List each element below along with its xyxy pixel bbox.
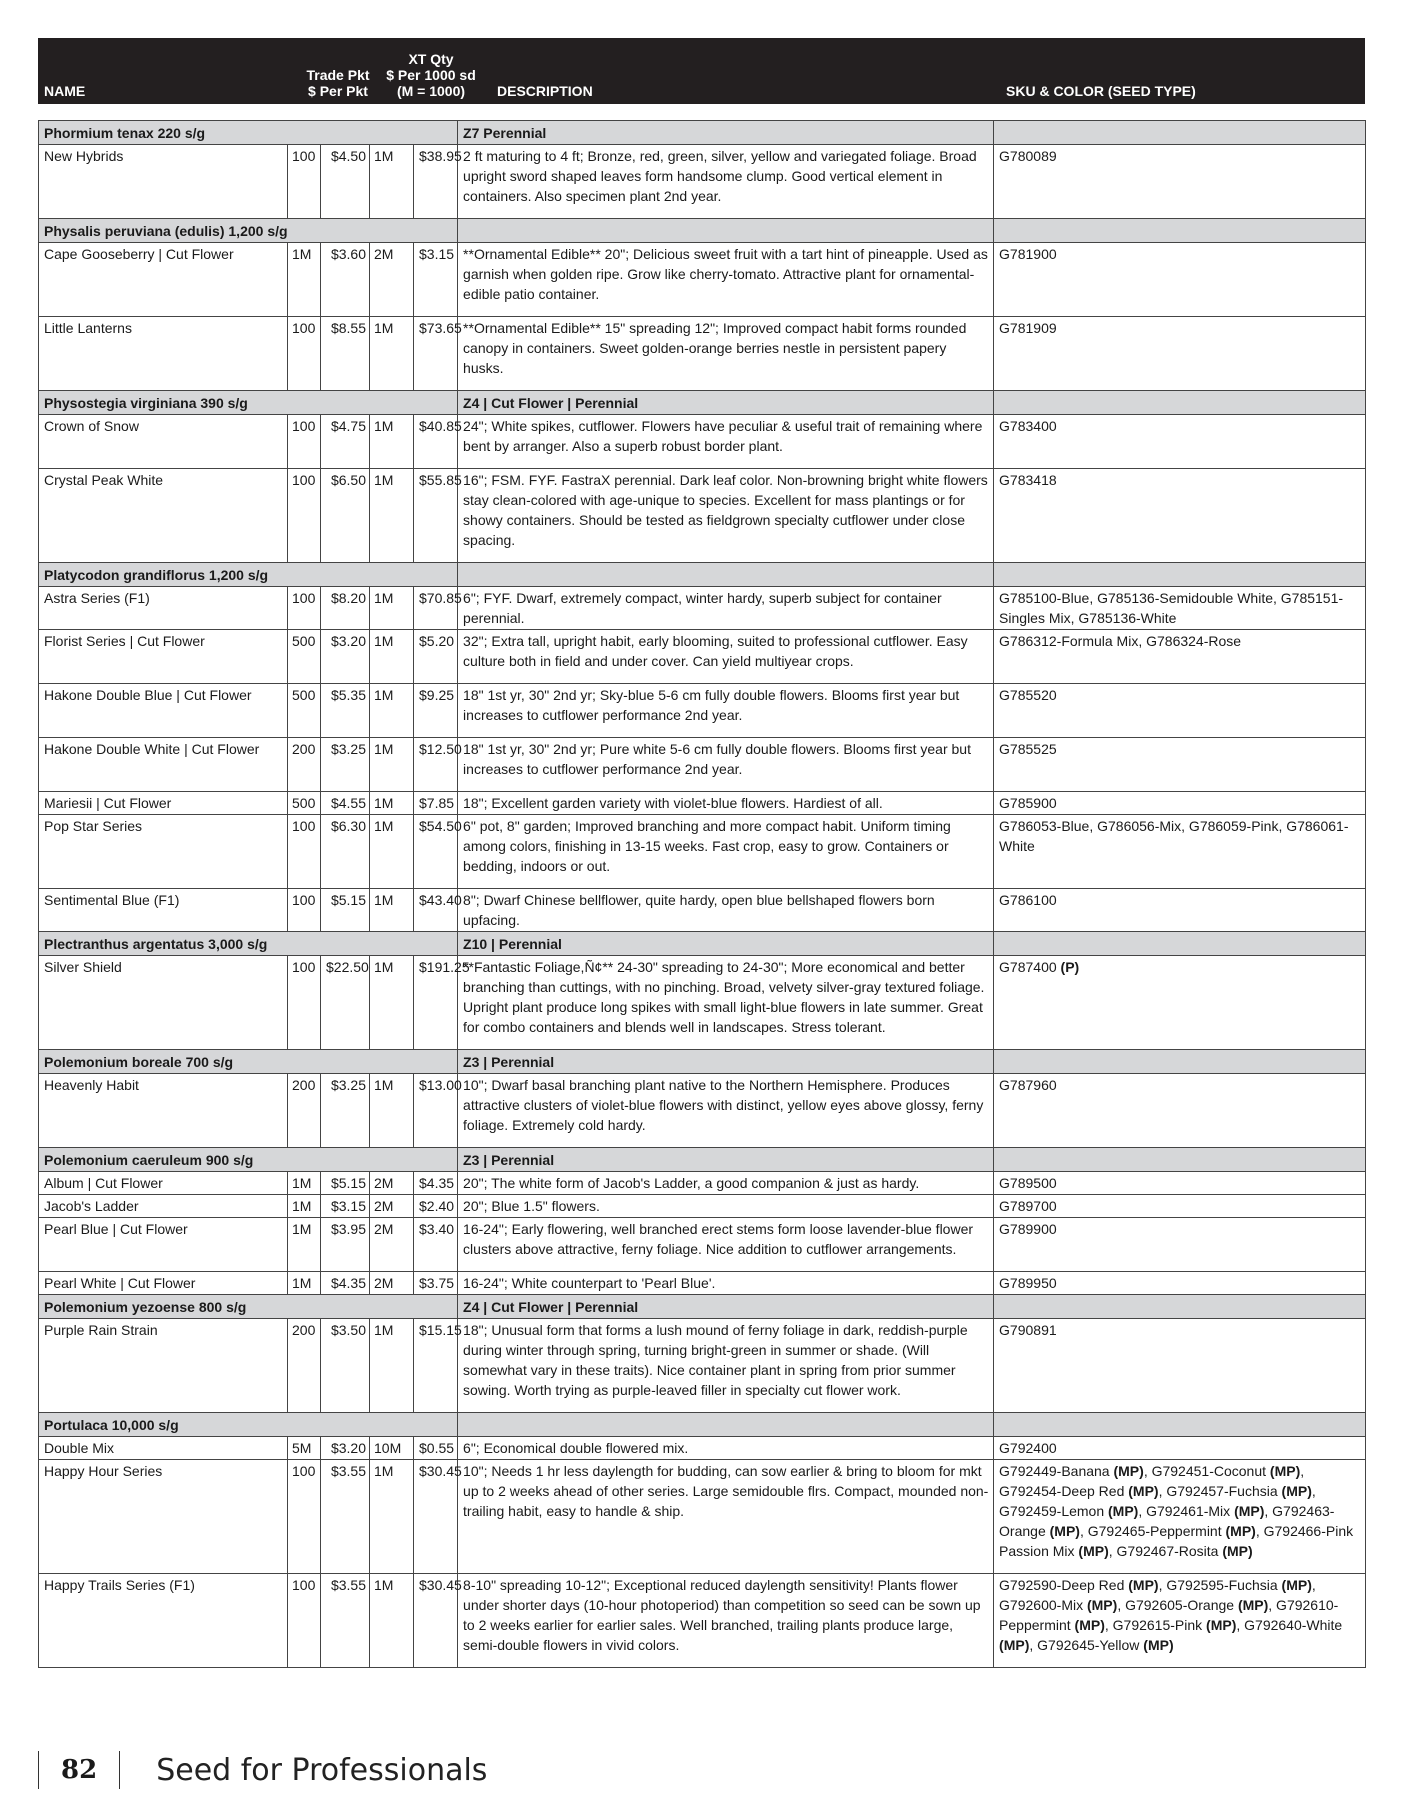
xt-qty: 1M bbox=[370, 1074, 414, 1148]
table-row bbox=[39, 415, 1366, 469]
variety-name: Silver Shield bbox=[39, 956, 288, 1050]
species-sku-empty bbox=[994, 391, 1366, 415]
sku-color: G786312-Formula Mix, G786324-Rose bbox=[994, 630, 1366, 684]
trade-pkt-qty: 100 bbox=[288, 145, 321, 219]
trade-pkt-qty: 500 bbox=[288, 684, 321, 738]
species-info: Z10 | Perennial bbox=[458, 932, 994, 956]
table-row bbox=[39, 1574, 1366, 1668]
description: 16-24"; Early flowering, well branched erect stems form loose lavender-blue flower clusters above attractive, ferny foliage. Nice addition to cutflower arrangements. bbox=[458, 1218, 994, 1272]
description: 10"; Dwarf basal branching plant native to the Northern Hemisphere. Produces attractive clusters of violet-blue flowers with distinct, yellow eyes above glossy, ferny foliage. Extremely cold hardy. bbox=[458, 1074, 994, 1148]
species-group-row bbox=[39, 1413, 1366, 1437]
col-header-trade-pkt bbox=[298, 67, 378, 99]
xt-qty: 1M bbox=[370, 415, 414, 469]
xt-qty: 1M bbox=[370, 815, 414, 889]
species-sku-empty bbox=[994, 219, 1366, 243]
xt-price: $13.00 bbox=[414, 1074, 458, 1148]
per-1000-label: $ Per 1000 sd bbox=[386, 67, 476, 83]
description: 20"; Blue 1.5" flowers. bbox=[458, 1195, 994, 1218]
xt-qty: 1M bbox=[370, 469, 414, 563]
table-row bbox=[39, 1218, 1366, 1272]
sku-color: G792590-Deep Red (MP), G792595-Fuchsia (MP), G792600-Mix (MP), G792605-Orange (MP), G792610-Peppermint (MP), G792615-Pink (MP), G792640-White (MP), G792645-Yellow (MP) bbox=[994, 1574, 1366, 1668]
species-info bbox=[458, 219, 994, 243]
xt-qty: 2M bbox=[370, 1218, 414, 1272]
sku-color: G781909 bbox=[994, 317, 1366, 391]
sku-color: G792449-Banana (MP), G792451-Coconut (MP), G792454-Deep Red (MP), G792457-Fuchsia (MP), G792459-Lemon (MP), G792461-Mix (MP), G792463-Orange (MP), G792465-Peppermint (MP), G792466-Pink Passion Mix (MP), G792467-Rosita (MP) bbox=[994, 1460, 1366, 1574]
trade-pkt-price: $3.55 bbox=[321, 1574, 370, 1668]
xt-price: $3.75 bbox=[414, 1272, 458, 1295]
xt-price: $55.85 bbox=[414, 469, 458, 563]
table-row bbox=[39, 145, 1366, 219]
xt-qty: 2M bbox=[370, 1272, 414, 1295]
species-sku-empty bbox=[994, 932, 1366, 956]
sku-color: G789950 bbox=[994, 1272, 1366, 1295]
trade-pkt-price: $3.20 bbox=[321, 630, 370, 684]
variety-name: Hakone Double White | Cut Flower bbox=[39, 738, 288, 792]
xt-price: $54.50 bbox=[414, 815, 458, 889]
xt-qty: 1M bbox=[370, 145, 414, 219]
variety-name: Pearl White | Cut Flower bbox=[39, 1272, 288, 1295]
species-sku-empty bbox=[994, 1050, 1366, 1074]
sku-color: G792400 bbox=[994, 1437, 1366, 1460]
trade-pkt-qty: 500 bbox=[288, 630, 321, 684]
sku-color: G786100 bbox=[994, 889, 1366, 932]
species-group-row bbox=[39, 391, 1366, 415]
sku-color: G783400 bbox=[994, 415, 1366, 469]
description: 18"; Unusual form that forms a lush mound of ferny foliage in dark, reddish-purple during winter through spring, turning bright-green in summer or shade. (Will somewhat vary in these traits). Nice container plant in spring from prior summer sowing. Worth trying as purple-leaved filler in specialty cut flower work. bbox=[458, 1319, 994, 1413]
xt-qty: 1M bbox=[370, 738, 414, 792]
trade-pkt-qty: 100 bbox=[288, 889, 321, 932]
variety-name: Purple Rain Strain bbox=[39, 1319, 288, 1413]
trade-pkt-label: Trade Pkt bbox=[306, 67, 370, 83]
sku-color: G789500 bbox=[994, 1172, 1366, 1195]
trade-pkt-price: $3.60 bbox=[321, 243, 370, 317]
trade-pkt-price: $22.50 bbox=[321, 956, 370, 1050]
species-group-row bbox=[39, 1050, 1366, 1074]
species-name: Plectranthus argentatus 3,000 s/g bbox=[39, 932, 458, 956]
description: 10"; Needs 1 hr less daylength for budding, can sow earlier & bring to bloom for mkt up to 2 weeks ahead of other series. Large semidouble flrs. Compact, mounded non-trailing habit, easy to handle & ship. bbox=[458, 1460, 994, 1574]
species-name: Polemonium yezoense 800 s/g bbox=[39, 1295, 458, 1319]
xt-qty: 1M bbox=[370, 889, 414, 932]
variety-name: Mariesii | Cut Flower bbox=[39, 792, 288, 815]
table-row bbox=[39, 1272, 1366, 1295]
description: **Ornamental Edible** 20"; Delicious sweet fruit with a tart hint of pineapple. Used as garnish when golden ripe. Grow like cherry-tomato. Attractive plant for ornamental-edible patio container. bbox=[458, 243, 994, 317]
species-group-row bbox=[39, 1295, 1366, 1319]
col-header-description: DESCRIPTION bbox=[497, 83, 593, 99]
description: 2 ft maturing to 4 ft; Bronze, red, green, silver, yellow and variegated foliage. Broad upright sword shaped leaves form handsome clump. Good vertical element in containers. Also specimen plant 2nd year. bbox=[458, 145, 994, 219]
table-row bbox=[39, 587, 1366, 630]
col-header-name: NAME bbox=[44, 83, 86, 99]
description: 6" pot, 8" garden; Improved branching and more compact habit. Uniform timing among colors, finishing in 13-15 weeks. Fast crop, easy to grow. Containers or bedding, indoors or out. bbox=[458, 815, 994, 889]
species-sku-empty bbox=[994, 1148, 1366, 1172]
trade-pkt-qty: 100 bbox=[288, 415, 321, 469]
trade-pkt-qty: 1M bbox=[288, 1218, 321, 1272]
trade-pkt-price: $5.15 bbox=[321, 1172, 370, 1195]
xt-qty: 1M bbox=[370, 630, 414, 684]
table-row bbox=[39, 1172, 1366, 1195]
description: 16"; FSM. FYF. FastraX perennial. Dark leaf color. Non-browning bright white flowers stay clean-colored with age-unique to species. Excellent for mass plantings or for showy containers. Should be tested as fieldgrown specialty cutflower under close spacing. bbox=[458, 469, 994, 563]
m-equals-label: (M = 1000) bbox=[396, 83, 466, 99]
table-row bbox=[39, 1074, 1366, 1148]
trade-pkt-qty: 1M bbox=[288, 1272, 321, 1295]
description: 32"; Extra tall, upright habit, early blooming, suited to professional cutflower. Easy culture both in field and under cover. Can yield multiyear crops. bbox=[458, 630, 994, 684]
xt-price: $40.85 bbox=[414, 415, 458, 469]
description: 8"; Dwarf Chinese bellflower, quite hardy, open blue bellshaped flowers born upfacing. bbox=[458, 889, 994, 932]
sku-color: G787960 bbox=[994, 1074, 1366, 1148]
trade-pkt-qty: 100 bbox=[288, 317, 321, 391]
species-info: Z4 | Cut Flower | Perennial bbox=[458, 1295, 994, 1319]
xt-price: $2.40 bbox=[414, 1195, 458, 1218]
xt-qty: 2M bbox=[370, 243, 414, 317]
species-name: Polemonium boreale 700 s/g bbox=[39, 1050, 458, 1074]
table-row bbox=[39, 1437, 1366, 1460]
variety-name: Pearl Blue | Cut Flower bbox=[39, 1218, 288, 1272]
variety-name: Crystal Peak White bbox=[39, 469, 288, 563]
species-sku-empty bbox=[994, 563, 1366, 587]
trade-pkt-qty: 500 bbox=[288, 792, 321, 815]
description: 6"; FYF. Dwarf, extremely compact, winter hardy, superb subject for container perennial. bbox=[458, 587, 994, 630]
sku-color: G789900 bbox=[994, 1218, 1366, 1272]
variety-name: Cape Gooseberry | Cut Flower bbox=[39, 243, 288, 317]
description: 16-24"; White counterpart to 'Pearl Blue'. bbox=[458, 1272, 994, 1295]
xt-price: $73.65 bbox=[414, 317, 458, 391]
sku-color: G781900 bbox=[994, 243, 1366, 317]
trade-pkt-qty: 100 bbox=[288, 1460, 321, 1574]
table-row bbox=[39, 738, 1366, 792]
trade-pkt-qty: 200 bbox=[288, 738, 321, 792]
trade-pkt-price: $6.50 bbox=[321, 469, 370, 563]
trade-pkt-qty: 100 bbox=[288, 815, 321, 889]
sku-color: G785525 bbox=[994, 738, 1366, 792]
description: 24"; White spikes, cutflower. Flowers have peculiar & useful trait of remaining where bent by arranger. Also a superb robust border plant. bbox=[458, 415, 994, 469]
trade-pkt-price: $3.20 bbox=[321, 1437, 370, 1460]
xt-qty: 2M bbox=[370, 1195, 414, 1218]
variety-name: Astra Series (F1) bbox=[39, 587, 288, 630]
variety-name: Pop Star Series bbox=[39, 815, 288, 889]
table-row bbox=[39, 1195, 1366, 1218]
variety-name: Crown of Snow bbox=[39, 415, 288, 469]
species-name: Phormium tenax 220 s/g bbox=[39, 121, 458, 145]
species-info: Z7 Perennial bbox=[458, 121, 994, 145]
table-header-bar bbox=[38, 38, 1365, 104]
xt-price: $43.40 bbox=[414, 889, 458, 932]
per-pkt-label: $ Per Pkt bbox=[308, 83, 368, 99]
xt-price: $9.25 bbox=[414, 684, 458, 738]
table-row bbox=[39, 630, 1366, 684]
trade-pkt-price: $8.20 bbox=[321, 587, 370, 630]
trade-pkt-qty: 1M bbox=[288, 1195, 321, 1218]
sku-color: G783418 bbox=[994, 469, 1366, 563]
trade-pkt-price: $4.50 bbox=[321, 145, 370, 219]
table-row bbox=[39, 956, 1366, 1050]
xt-price: $7.85 bbox=[414, 792, 458, 815]
footer-title: Seed for Professionals bbox=[156, 1752, 488, 1788]
variety-name: New Hybrids bbox=[39, 145, 288, 219]
col-header-sku: SKU & COLOR (SEED TYPE) bbox=[1006, 83, 1196, 99]
table-row bbox=[39, 684, 1366, 738]
page-footer bbox=[38, 1750, 487, 1790]
trade-pkt-qty: 1M bbox=[288, 243, 321, 317]
xt-qty: 1M bbox=[370, 1574, 414, 1668]
trade-pkt-qty: 100 bbox=[288, 1574, 321, 1668]
variety-name: Happy Trails Series (F1) bbox=[39, 1574, 288, 1668]
sku-color: G786053-Blue, G786056-Mix, G786059-Pink, G786061-White bbox=[994, 815, 1366, 889]
species-name: Portulaca 10,000 s/g bbox=[39, 1413, 458, 1437]
xt-qty: 1M bbox=[370, 792, 414, 815]
xt-qty-label: XT Qty bbox=[408, 51, 454, 67]
trade-pkt-price: $5.35 bbox=[321, 684, 370, 738]
xt-price: $38.95 bbox=[414, 145, 458, 219]
description: 6"; Economical double flowered mix. bbox=[458, 1437, 994, 1460]
xt-qty: 10M bbox=[370, 1437, 414, 1460]
trade-pkt-price: $3.55 bbox=[321, 1460, 370, 1574]
species-group-row bbox=[39, 1148, 1366, 1172]
page-number: 82 bbox=[61, 1755, 98, 1785]
xt-price: $12.50 bbox=[414, 738, 458, 792]
trade-pkt-qty: 200 bbox=[288, 1319, 321, 1413]
sku-color: G785900 bbox=[994, 792, 1366, 815]
price-list-page bbox=[38, 38, 1365, 1668]
variety-name: Florist Series | Cut Flower bbox=[39, 630, 288, 684]
description: 8-10" spreading 10-12"; Exceptional reduced daylength sensitivity! Plants flower under shorter days (10-hour photoperiod) than competition so seed can be sown up to 2 weeks earlier for earlier sales. Well branched, trailing plants produce large, semi-double flowers in vivid colors. bbox=[458, 1574, 994, 1668]
xt-price: $30.45 bbox=[414, 1574, 458, 1668]
trade-pkt-price: $3.25 bbox=[321, 1074, 370, 1148]
species-info: Z3 | Perennial bbox=[458, 1050, 994, 1074]
variety-name: Heavenly Habit bbox=[39, 1074, 288, 1148]
sku-color: G785100-Blue, G785136-Semidouble White, G785151-Singles Mix, G785136-White bbox=[994, 587, 1366, 630]
description: 18"; Excellent garden variety with violet-blue flowers. Hardiest of all. bbox=[458, 792, 994, 815]
trade-pkt-qty: 100 bbox=[288, 956, 321, 1050]
table-row bbox=[39, 1319, 1366, 1413]
xt-price: $3.40 bbox=[414, 1218, 458, 1272]
table-row bbox=[39, 815, 1366, 889]
species-name: Platycodon grandiflorus 1,200 s/g bbox=[39, 563, 458, 587]
trade-pkt-price: $6.30 bbox=[321, 815, 370, 889]
table-row bbox=[39, 243, 1366, 317]
variety-name: Album | Cut Flower bbox=[39, 1172, 288, 1195]
variety-name: Sentimental Blue (F1) bbox=[39, 889, 288, 932]
trade-pkt-price: $4.55 bbox=[321, 792, 370, 815]
species-info: Z3 | Perennial bbox=[458, 1148, 994, 1172]
table-row bbox=[39, 469, 1366, 563]
table-row bbox=[39, 1460, 1366, 1574]
table-row bbox=[39, 317, 1366, 391]
variety-name: Happy Hour Series bbox=[39, 1460, 288, 1574]
species-sku-empty bbox=[994, 1295, 1366, 1319]
xt-qty: 1M bbox=[370, 317, 414, 391]
trade-pkt-price: $3.25 bbox=[321, 738, 370, 792]
variety-name: Double Mix bbox=[39, 1437, 288, 1460]
trade-pkt-price: $4.75 bbox=[321, 415, 370, 469]
description: 20"; The white form of Jacob's Ladder, a good companion & just as hardy. bbox=[458, 1172, 994, 1195]
xt-price: $3.15 bbox=[414, 243, 458, 317]
price-table bbox=[38, 120, 1366, 1668]
sku-color: G789700 bbox=[994, 1195, 1366, 1218]
species-name: Physalis peruviana (edulis) 1,200 s/g bbox=[39, 219, 458, 243]
xt-price: $15.15 bbox=[414, 1319, 458, 1413]
trade-pkt-qty: 200 bbox=[288, 1074, 321, 1148]
variety-name: Hakone Double Blue | Cut Flower bbox=[39, 684, 288, 738]
description: 18" 1st yr, 30" 2nd yr; Pure white 5-6 cm fully double flowers. Blooms first year but increases to cutflower performance 2nd year. bbox=[458, 738, 994, 792]
xt-price: $30.45 bbox=[414, 1460, 458, 1574]
col-header-xt-qty bbox=[376, 51, 486, 99]
xt-qty: 1M bbox=[370, 956, 414, 1050]
trade-pkt-price: $3.15 bbox=[321, 1195, 370, 1218]
xt-qty: 1M bbox=[370, 1460, 414, 1574]
species-info bbox=[458, 1413, 994, 1437]
trade-pkt-qty: 5M bbox=[288, 1437, 321, 1460]
xt-price: $0.55 bbox=[414, 1437, 458, 1460]
species-info: Z4 | Cut Flower | Perennial bbox=[458, 391, 994, 415]
species-info bbox=[458, 563, 994, 587]
species-name: Polemonium caeruleum 900 s/g bbox=[39, 1148, 458, 1172]
species-group-row bbox=[39, 932, 1366, 956]
xt-price: $191.25 bbox=[414, 956, 458, 1050]
trade-pkt-price: $4.35 bbox=[321, 1272, 370, 1295]
species-group-row bbox=[39, 219, 1366, 243]
species-sku-empty bbox=[994, 1413, 1366, 1437]
xt-qty: 2M bbox=[370, 1172, 414, 1195]
sku-color: G785520 bbox=[994, 684, 1366, 738]
trade-pkt-price: $3.95 bbox=[321, 1218, 370, 1272]
xt-qty: 1M bbox=[370, 684, 414, 738]
variety-name: Jacob's Ladder bbox=[39, 1195, 288, 1218]
species-name: Physostegia virginiana 390 s/g bbox=[39, 391, 458, 415]
variety-name: Little Lanterns bbox=[39, 317, 288, 391]
description: **Ornamental Edible** 15" spreading 12"; Improved compact habit forms rounded canopy in containers. Sweet golden-orange berries nestle in persistent papery husks. bbox=[458, 317, 994, 391]
sku-color: G780089 bbox=[994, 145, 1366, 219]
xt-qty: 1M bbox=[370, 1319, 414, 1413]
xt-price: $4.35 bbox=[414, 1172, 458, 1195]
trade-pkt-qty: 100 bbox=[288, 469, 321, 563]
trade-pkt-qty: 1M bbox=[288, 1172, 321, 1195]
sku-color: G790891 bbox=[994, 1319, 1366, 1413]
table-row bbox=[39, 792, 1366, 815]
description: 18" 1st yr, 30" 2nd yr; Sky-blue 5-6 cm fully double flowers. Blooms first year but increases to cutflower performance 2nd year. bbox=[458, 684, 994, 738]
species-group-row bbox=[39, 121, 1366, 145]
trade-pkt-price: $5.15 bbox=[321, 889, 370, 932]
description: **Fantastic Foliage,Ñ¢** 24-30" spreading to 24-30"; More economical and better branching than cuttings, with no pinching. Broad, velvety silver-gray textured foliage. Upright plant produce long spikes with small light-blue flowers in late summer. Great for combo containers and blends well in landscapes. Stress tolerant. bbox=[458, 956, 994, 1050]
trade-pkt-price: $8.55 bbox=[321, 317, 370, 391]
trade-pkt-qty: 100 bbox=[288, 587, 321, 630]
species-group-row bbox=[39, 563, 1366, 587]
trade-pkt-price: $3.50 bbox=[321, 1319, 370, 1413]
table-row bbox=[39, 889, 1366, 932]
xt-price: $70.85 bbox=[414, 587, 458, 630]
xt-qty: 1M bbox=[370, 587, 414, 630]
xt-price: $5.20 bbox=[414, 630, 458, 684]
sku-color: G787400 (P) bbox=[994, 956, 1366, 1050]
species-sku-empty bbox=[994, 121, 1366, 145]
